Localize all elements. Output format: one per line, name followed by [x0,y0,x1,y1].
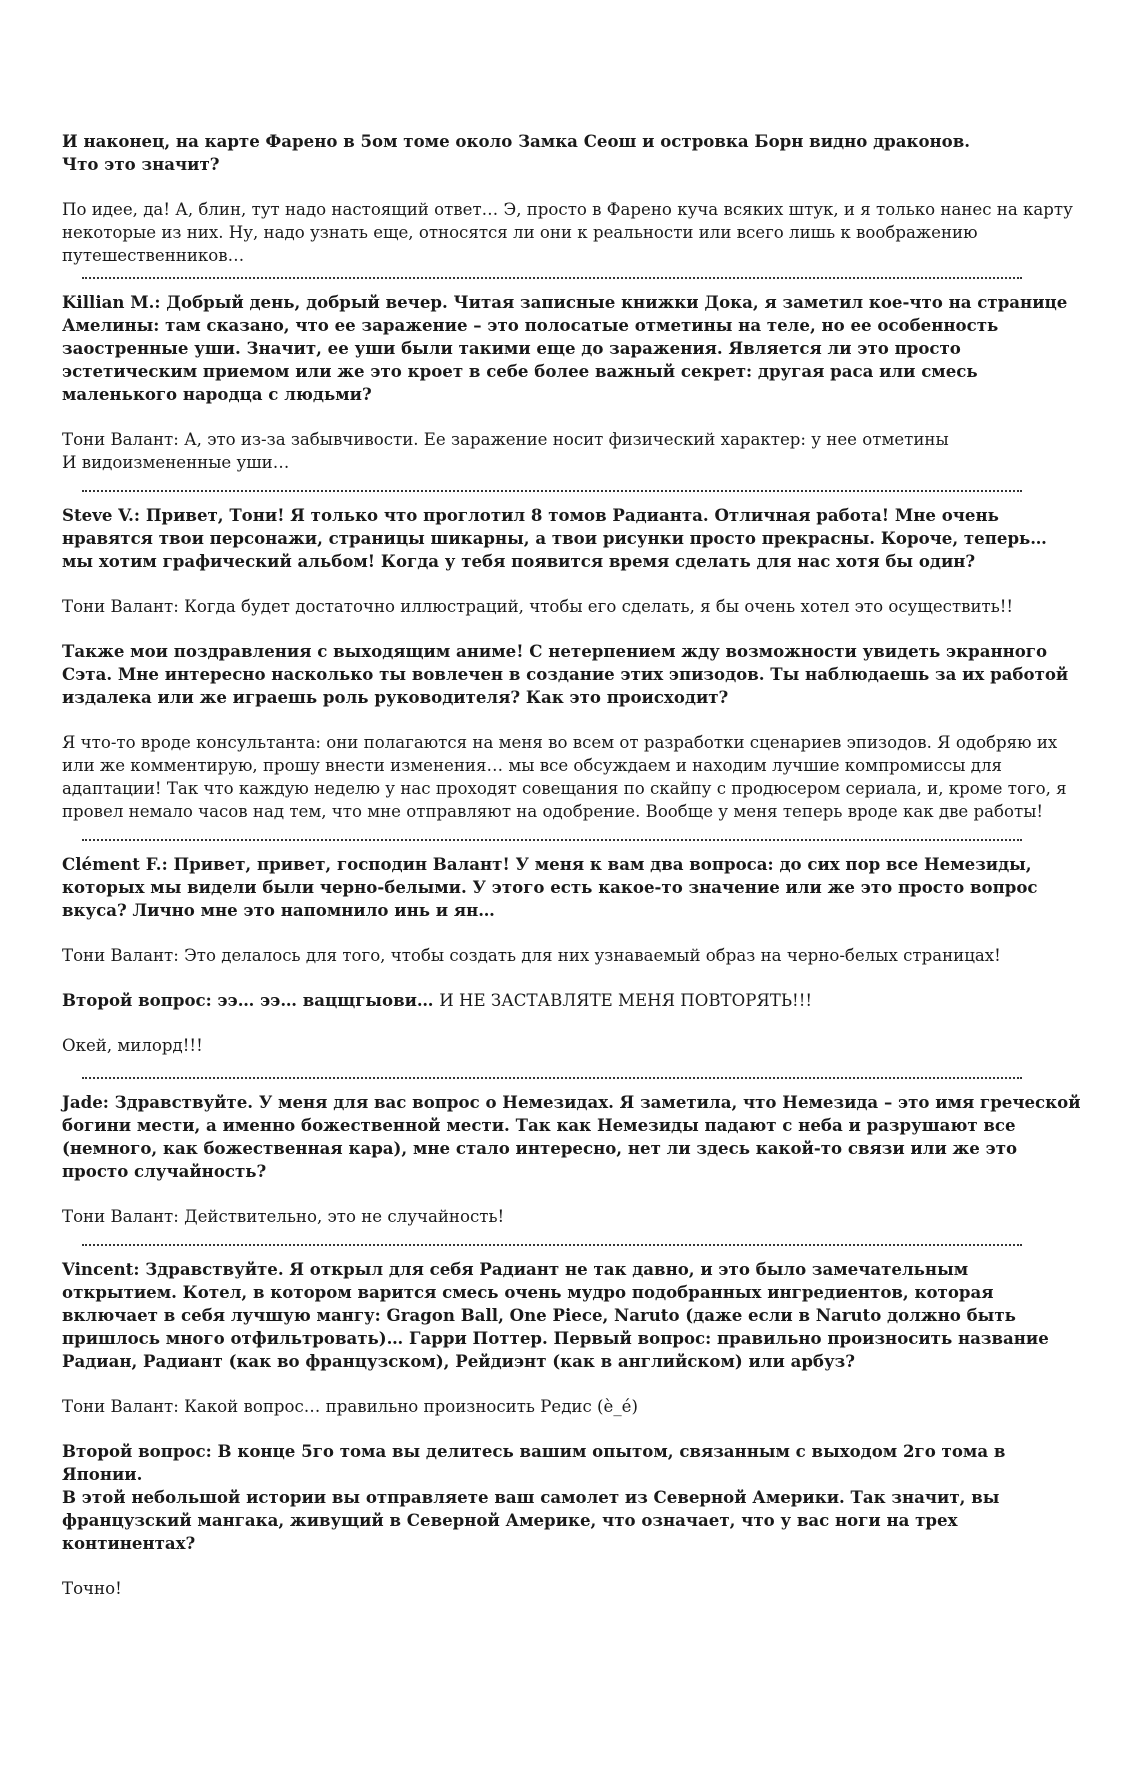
answer-steve-anime: Я что-то вроде консультанта: они полагаются на меня во всем от разработки сценариев эпизодов. Я одобряю их или же комментирую, прошу внести изменения… мы все обсуждаем и находим лучшие компромиссы для адаптации! Так что каждую неделю у нас проходят совещания по скайпу с продюсером сериала, и, кроме того, я провел немало часов над тем, что мне отправляют на одобрение. Вообще у меня теперь вроде как две работы! [62,733,1067,821]
dotted-separator [82,480,1022,492]
answer-killian: Тони Валант: А, это из-за забывчивости. Ее заражение носит физический характер: у нее отметины И видоизмененные уши… [62,430,949,472]
question-steve-anime: Также мои поздравления с выходящим аниме! С нетерпением жду возможности увидеть экранного Сэта. Мне интересно насколько ты вовлечен в создание этих эпизодов. Ты наблюдаешь за их работой издалека или же играешь роль руководителя? Как это происходит? [62,641,1069,707]
question-jade-text: : Здравствуйте. У меня для вас вопрос о Немезидах. Я заметила, что Немезида – это имя греческой богини мести, а именно божественной мести. Так как Немезиды падают с неба и разрушают все (немного, как божественная кара), мне стало интересно, нет ли здесь какой-то связи или же это просто случайность? [62,1092,1081,1181]
question-vincent-text: : Здравствуйте. Я открыл для себя Радиант не так давно, и это было замечательным открытием. Котел, в котором варится смесь очень мудро подобранных ингредиентов, которая включает в себя лучшую мангу: Gragon Ball, One Piece, Naruto (даже если в Naruto должно быть пришлось много отфильтровать)… Гарри Поттер. Первый вопрос: правильно произносить название Радиан, Радиант (как во французском), Рейдиэнт (как в английском) или арбуз? [62,1259,1049,1371]
question-vincent-second: Второй вопрос: В конце 5го тома вы делитесь вашим опытом, связанным с выходом 2го тома в Японии. В этой небольшой истории вы отправляете ваш самолет из Северной Америки. Так значит, вы французский мангака, живущий в Северной Америке, что означает, что у вас ноги на трех континентах? [62,1441,1006,1553]
question-clement: Clément F.: Привет, привет, господин Валант! У меня к вам два вопроса: до сих пор все Немезиды, которых мы видели были черно-белыми. У этого есть какое-то значение или же это просто вопрос вкуса? Лично мне это напомнило инь и ян… [62,854,1038,920]
dotted-separator [82,829,1022,841]
dotted-separator [82,1067,1022,1079]
question-dragons: И наконец, на карте Фарено в 5ом томе около Замка Сеош и островка Борн видно драконов. Что это значит? [62,131,971,174]
answer-vincent-second: Точно! [62,1579,122,1598]
dotted-separator [82,267,1022,279]
dotted-separator [82,1234,1022,1246]
question-jade-name: Jade [62,1092,103,1112]
question-vincent-name: Vincent [62,1259,134,1279]
answer-clement-second: Окей, милорд!!! [62,1036,203,1055]
answer-dragons: По идее, да! А, блин, тут надо настоящий ответ… Э, просто в Фарено куча всяких штук, и я только нанес на карту некоторые из них. Ну, надо узнать еще, относятся ли они к реальности или всего лишь к воображению путешественников… [62,200,1073,265]
question-steve: Steve V.: Привет, Тони! Я только что проглотил 8 томов Радианта. Отличная работа! Мне очень нравятся твои персонажи, страницы шикарны, а твои рисунки просто прекрасны. Короче, теперь… мы хотим графический альбом! Когда у тебя появится время сделать для нас хотя бы один? [62,505,1047,571]
question-killian: Killian M.: Добрый день, добрый вечер. Читая записные книжки Дока, я заметил кое-что на странице Амелины: там сказано, что ее заражение – это полосатые отметины на теле, но ее особенность заостренные уши. Значит, ее уши были такими еще до заражения. Является ли это просто эстетическим приемом или же это кроет в себе более важный секрет: другая раса или смесь маленького народца с людьми? [62,292,1068,404]
answer-steve: Тони Валант: Когда будет достаточно иллюстраций, чтобы его сделать, я бы очень хотел это осуществить!! [62,597,1014,616]
document-page [62,130,1082,1600]
question-vincent [62,1258,1082,1373]
question-clement-second-bold: Второй вопрос: ээ… ээ… вацщгыови… [62,990,440,1010]
answer-vincent: Тони Валант: Какой вопрос… правильно произносить Редис (è_é) [62,1397,638,1416]
question-clement-second-caps: И НЕ ЗАСТАВЛЯТЕ МЕНЯ ПОВТОРЯТЬ!!! [439,991,813,1010]
question-clement-second [62,989,1082,1012]
answer-jade: Тони Валант: Действительно, это не случайность! [62,1207,505,1226]
answer-clement: Тони Валант: Это делалось для того, чтобы создать для них узнаваемый образ на черно-белых страницах! [62,946,1001,965]
question-jade [62,1091,1082,1183]
